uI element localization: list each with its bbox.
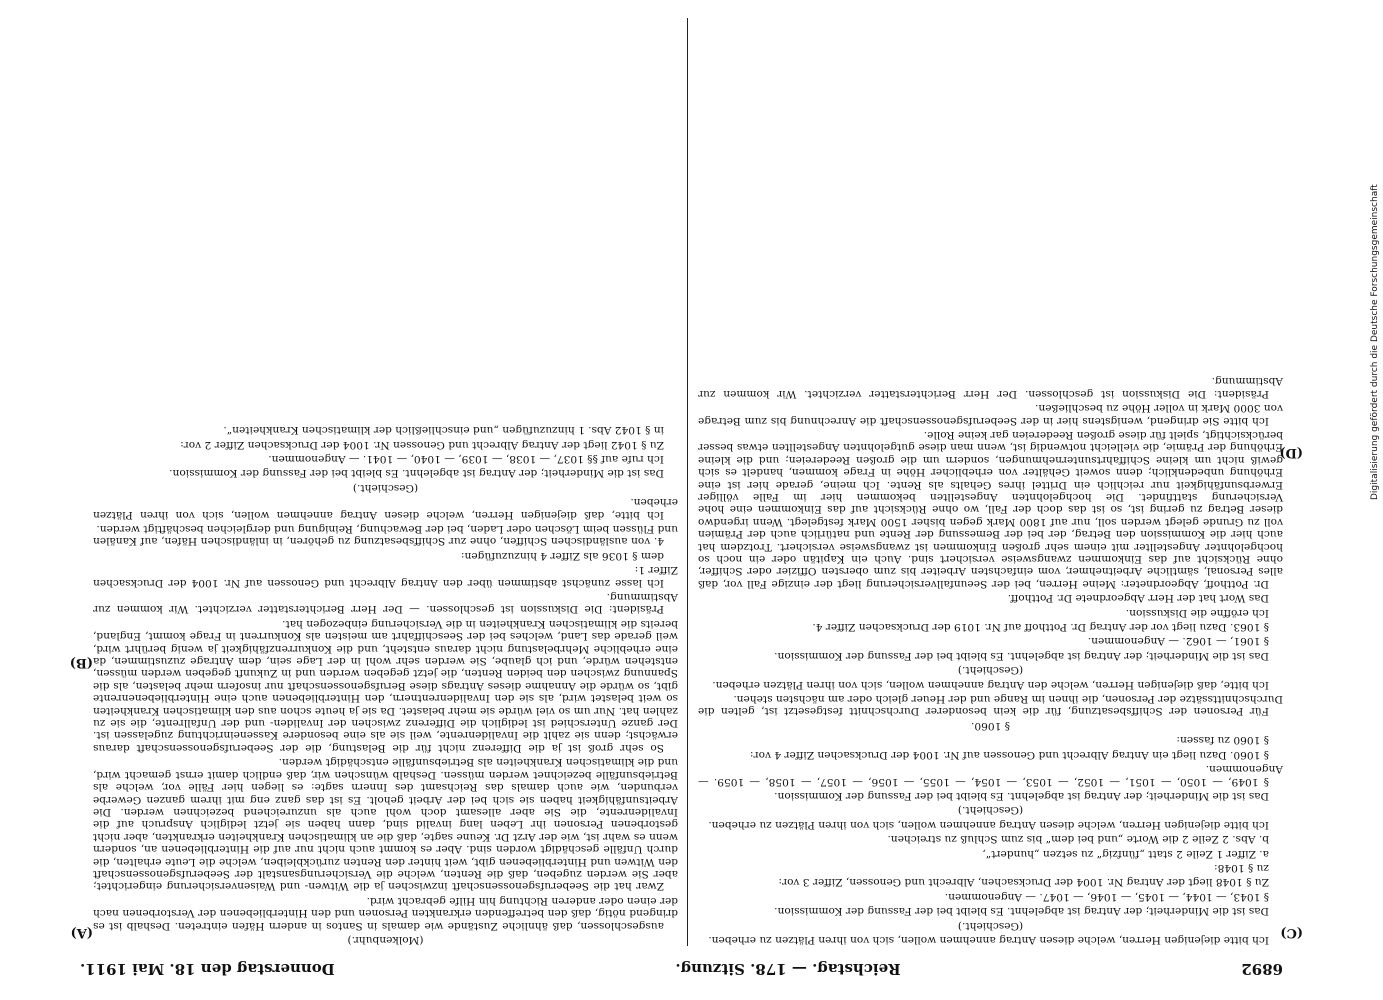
paragraph: (Geschieht.) — [957, 919, 1024, 932]
paragraph: § 1060. — [971, 719, 1010, 732]
paragraph: § 1063. Dazu liegt vor der Antrag Dr. Potthoff auf Nr. 1019 der Drucksachen Ziffer 4. — [812, 621, 1269, 634]
paragraph: dem § 1036 als Ziffer 4 hinzuzufügen: — [460, 549, 664, 562]
margin-letter-a: (A) — [70, 925, 93, 940]
paragraph: zu § 1048: — [1214, 861, 1269, 874]
paragraph: Ich bitte Sie dringend, wenigstens hier in der Seeberufsgenossenschaft die Anrechnung bis zum Betrage von 3000 Mark in voller Höhe zu beschließen. — [698, 402, 1283, 427]
margin-letter-c: (C) — [1280, 925, 1303, 940]
right-column — [93, 422, 678, 946]
paragraph: 4. von ausländischen Schiffen, ohne zur Schiffsbesatzung zu gehören, in inländischen Häfen, auf Kanälen und Flüssen beim Löschen oder Laden, bei der Bewachung, Reinigung und dergleichen beschäftigt werden. — [93, 523, 678, 548]
margin-letter-b: (B) — [69, 655, 93, 670]
paragraph: Das ist die Minderheit; der Antrag ist abgelehnt. Es bleibt bei der Fassung der Kommission. — [169, 467, 664, 480]
paragraph: (Geschieht.) — [957, 804, 1024, 817]
session-date: Donnerstag den 18. Mai 1911. — [80, 960, 335, 978]
paragraph: Das ist die Minderheit; der Antrag ist abgelehnt. Es bleibt bei der Fassung der Kommission. — [774, 649, 1269, 662]
paragraph: So sehr groß ist ja die Differenz nicht für die Belastung, die der Seeberufsgenossenschaft daraus erwächst; denn sie zahlt die Invalidenrente, weil sie als eine besondere Kasseneinrichtung zugelassen ist. Der ganze Unterschied ist lediglich die Differenz zwischen der Invaliden- und der Unfallrente, die sie zu zahlen hat. Nur um so viel würde sie mehr belastet. Da sie ja heute schon aus den klimatischen Krankheiten so weit belastet wird, als sie den Invalidenrentnern, den Hinterbliebenen auch eine Hinterbliebenenrente gibt, so würde die Annahme dieses Antrags diese Berufsgenossenschaft nur insofern mehr belasten, als die Spannung zwischen den beiden Renten, die jetzt gegeben werden und in Zukunft gegeben werden müssen, entstehen würde, und ich glaube, Sie werden sehr wohl in der Lage sein, dem Antrage zuzustimmen, da eine erhebliche Mehrbelastung nicht daraus entsteht, und die Konkurrenzfähigkeit ja wenig berührt wird, weil gerade das Land, welches bei der Seeschiffahrt am meisten als Konkurrent in Frage kommt, England, bereits die klimatischen Krankheiten in die Versicherung einbezogen hat. — [93, 617, 678, 754]
paragraph: § 1049, — 1050, — 1051, — 1052, — 1053, — 1054, — 1055, — 1056, — 1057, — 1058, — 1059. — Angenommen. — [698, 763, 1283, 788]
paragraph: Ich bitte, daß diejenigen Herren, welche diesen Antrag annehmen wollen, sich von ihren Plätzen erheben. — [93, 496, 678, 521]
paragraph: Zwar hat die Seeberufsgenossenschaft inzwischen ja die Witwen- und Waisenversicherung eingerichtet; aber Sie werden zugeben, daß die Renten, welche die Versicherungsanstalt der Seeberufsgenossenschaft den Witwen und Hinterbliebenen gibt, weit hinter den Renten zurückbleiben, welche die Leute erhalten, die durch Unfälle geschädigt worden sind. Aber es kommt auch nicht nur auf die Hinterbliebenen an, sondern wenn es wahr ist, wie der Arzt Dr. Keune sagte, daß die an klimatischen Krankheiten erkrankten, aber nicht gestorbenen Personen ihr Leben lang invalid sind, dann haben sie jetzt lediglich Anspruch auf die Invalidenrente, die Sie aber allesamt doch wohl auch als unzureichend bezeichnen werden. Die Arbeitsunfähigkeit haben sie sich bei der Arbeit geholt. Es ist das ganz eng mit ihrem ganzen Gewerbe verbunden, wie auch damals das Reichsamt des Innern sagte: es liegen hier Fälle vor, welche als Betriebsunfälle bezeichnet werden müssen. Deshalb wünschen wir, daß endlich damit ernst gemacht wird, und die klimatischen Krankheiten als Betriebsunfälle entschädigt werden. — [93, 756, 678, 893]
paragraph: ausgeschlossen, daß ähnliche Zustände wie damals in Santos in andern Häfen eintreten. Deshalb ist es dringend nötig, daß den betreffenden erkrankten Personen und den Hinterbliebenen der Verstorbenen nach der einen oder anderen Richtung hin Hilfe gebracht wird. — [93, 894, 678, 932]
paragraph: § 1060. Dazu liegt ein Antrag Albrecht und Genossen auf Nr. 1004 der Drucksachen Ziffer 4 vor: — [749, 748, 1269, 761]
funding-note: Digitalisierung gefördert durch die Deutsche Forschungsgemeinschaft — [1370, 184, 1380, 500]
paragraph: in § 1042 Abs. 1 hinzuzufügen „und einschließlich der klimatischen Krankheiten“. — [223, 424, 664, 437]
paragraph: (Molkenbuhr.) — [347, 934, 424, 946]
paragraph: Das Wort hat der Herr Abgeordnete Dr. Potthoff. — [1007, 592, 1269, 605]
paragraph: Ich lasse zunächst abstimmen über den Antrag Albrecht und Genossen auf Nr. 1004 der Drucksachen Ziffer 1: — [93, 564, 678, 589]
paragraph: § 1060 zu fassen: — [1176, 734, 1269, 747]
paragraph: § 1061, — 1062. — Angenommen. — [1087, 635, 1269, 648]
page-header — [80, 956, 1283, 982]
paragraph: Für Personen der Schiffsbesatzung, für die kein besonderer Durchschnitt festgesetzt ist, gelten die Durchschnittssätze der Personen, die ihnen im Range und der Heuer gleich oder am nächsten stehen. — [698, 693, 1283, 718]
margin-letter-d: (D) — [1279, 445, 1303, 460]
paragraph: b. Abs. 2 Zeile 2 die Worte „und bei dem“ bis zum Schluß zu streichen. — [887, 833, 1269, 846]
paragraph: (Geschieht.) — [352, 481, 419, 494]
page-number: 6892 — [1241, 960, 1283, 978]
paragraph: Zu § 1048 liegt der Antrag Nr. 1004 der Drucksachen, Albrecht und Genossen, Ziffer 3 vor: — [778, 876, 1269, 889]
paragraph: a. Ziffer 1 Zeile 2 statt „fünfzig“ zu setzen „hundert“, — [982, 847, 1269, 860]
paragraph: Das ist die Minderheit; der Antrag ist abgelehnt. Es bleibt bei der Fassung der Kommission. — [774, 789, 1269, 802]
paragraph: Ich eröffne die Diskussion. — [1125, 606, 1269, 619]
paragraph: Ich rufe auf §§ 1037, — 1038, — 1039, — 1040, — 1041. — Angenommen. — [268, 452, 664, 465]
paragraph: Das ist die Minderheit; der Antrag ist abgelehnt. Es bleibt bei der Fassung der Kommission. — [774, 905, 1269, 918]
paragraph: § 1043, — 1044, — 1045, — 1046, — 1047. — Angenommen. — [944, 890, 1269, 903]
paragraph: Präsident: Die Diskussion ist geschlossen. Der Herr Berichterstatter verzichtet. Wir kommen zur Abstimmung. — [698, 375, 1283, 400]
paragraph: Präsident: Die Diskussion ist geschlossen. — Der Herr Berichterstatter verzichtet. Wir kommen zur Abstimmung. — [93, 591, 678, 616]
paragraph: (Geschieht.) — [957, 664, 1024, 677]
paragraph: Zu § 1042 liegt der Antrag Albrecht und Genossen Nr. 1004 der Drucksachen Ziffer 2 vor: — [180, 438, 664, 451]
paragraph: Dr. Potthoff, Abgeordneter: Meine Herren, bei der Seeunfallversicherung liegt der einzige Fall vor, daß alles Personal, sämtliche Arbeitnehmer, vom einfachsten Arbeiter bis zum obersten Offizier oder Schiffer, ohne Rücksicht auf das Einkommen zwangsweise versichert sind. Auch ein Kapitän oder ein noch so hochgelohnter Angestellter mit einem sehr großen Einkommen ist zwangsweise versichert. Trotzdem hat auch hier die Kommission den Betrag, der bei der Bemessung der Rente und natürlich auch der Prämien voll zu Grunde gelegt werden soll, nur auf 1800 Mark gegen bisher 1500 Mark festgelegt. Wenn irgendwo dieser Betrag zu gering ist, so ist das doch der Fall, wo ohne Rücksicht auf das Einkommen eine hohe Versicherung stattfindet. Die hochgelohnten Angestellten bekommen hier im Falle völliger Erwerbsunfähigkeit nur reichlich ein Drittel ihres Gehalts als Rente. Ich meine, gerade hier ist eine Erhöhung unbedenklich; denn soweit Gehälter von erheblicher Höhe in Frage kommen, handelt es sich gewiß nicht um kleine Schiffahrtsunternehmungen, sondern um die großen Reedereien; und die kleine Erhöhung der Prämie, die vielleicht notwendig ist, wenn man diese gutgelohnten Angestellten etwas besser berücksichtigt, spielt für diese großen Reedereien gar keine Rolle. — [698, 428, 1283, 590]
paragraph: Ich bitte diejenigen Herren, welche diesen Antrag annehmen wollen, sich von ihren Plätzen zu erheben. — [708, 818, 1269, 831]
paragraph: Ich bitte, daß diejenigen Herren, welche den Antrag annehmen wollen, sich von ihren Plätzen erheben. — [712, 678, 1269, 691]
left-column — [698, 373, 1283, 946]
column-divider — [687, 18, 688, 946]
paragraph: Ich bitte diejenigen Herren, welche diesen Antrag annehmen wollen, sich von ihren Plätzen zu erheben. — [708, 934, 1269, 946]
session-title: Reichstag. — 178. Sitzung. — [675, 960, 901, 978]
